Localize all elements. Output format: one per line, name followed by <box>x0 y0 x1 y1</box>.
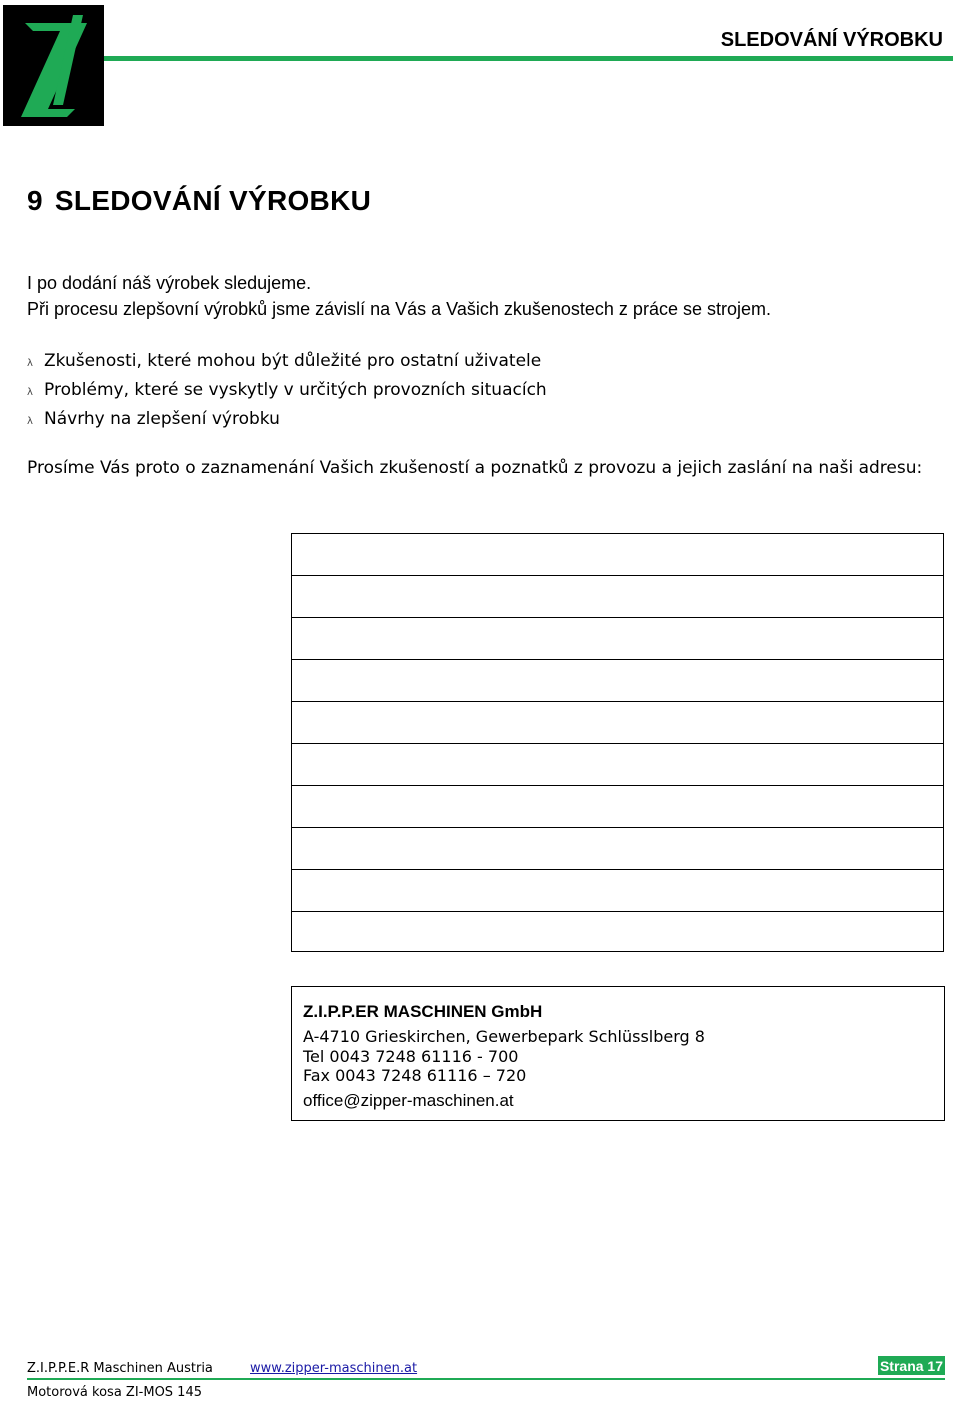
list-item-text: Zkušenosti, které mohou být důležité pro ostatní uživatele <box>44 351 542 371</box>
section-number: 9 <box>27 185 43 216</box>
address-street: A-4710 Grieskirchen, Gewerbepark Schlüsslberg 8 <box>303 1027 705 1046</box>
bullet-list <box>27 348 547 435</box>
address-box <box>291 986 945 1121</box>
bullet-marker: λ <box>27 358 33 369</box>
note-line <box>292 743 943 744</box>
note-line <box>292 575 943 576</box>
zipper-z-logo-icon <box>3 5 104 126</box>
note-line <box>292 869 943 870</box>
page-number: Strana 17 <box>879 1358 943 1374</box>
note-line <box>292 617 943 618</box>
intro-text <box>27 270 771 322</box>
bullet-marker: λ <box>27 387 33 398</box>
list-item-text: Návrhy na zlepšení výrobku <box>44 409 280 429</box>
bullet-marker: λ <box>27 416 33 427</box>
note-line <box>292 827 943 828</box>
footer-model: Motorová kosa ZI-MOS 145 <box>27 1385 202 1400</box>
company-name: Z.I.P.P.ER MASCHINEN GmbH <box>303 1002 543 1021</box>
footer-website-link[interactable]: www.zipper-maschinen.at <box>250 1361 418 1376</box>
section-title: SLEDOVÁNÍ VÝROBKU <box>54 185 372 216</box>
list-item <box>27 406 547 435</box>
intro-line: I po dodání náš výrobek sledujeme. <box>27 273 312 293</box>
list-item <box>27 348 547 377</box>
request-text: Prosíme Vás proto o zaznamenání Vašich zkušeností a poznatků z provozu a jejich zaslání na naši adresu: <box>27 458 923 478</box>
header-title: SLEDOVÁNÍ VÝROBKU <box>720 29 943 51</box>
note-line <box>292 911 943 912</box>
footer-company: Z.I.P.P.E.R Maschinen Austria <box>27 1361 213 1376</box>
address-tel: Tel 0043 7248 61116 - 700 <box>303 1046 519 1066</box>
footer-rule <box>27 1378 945 1380</box>
note-line <box>292 659 943 660</box>
note-line <box>292 701 943 702</box>
address-fax: Fax 0043 7248 61116 – 720 <box>303 1066 527 1085</box>
address-email: office@zipper-maschinen.at <box>303 1090 514 1110</box>
list-item <box>27 377 547 406</box>
list-item-text: Problémy, které se vyskytly v určitých provozních situacích <box>44 380 547 400</box>
intro-line: Při procesu zlepšovní výrobků jsme závislí na Vás a Vašich zkušenostech z práce se strojem. <box>27 299 771 319</box>
header-rule <box>104 56 953 61</box>
note-line <box>292 785 943 786</box>
notes-box <box>291 533 944 952</box>
section-heading <box>27 185 371 217</box>
